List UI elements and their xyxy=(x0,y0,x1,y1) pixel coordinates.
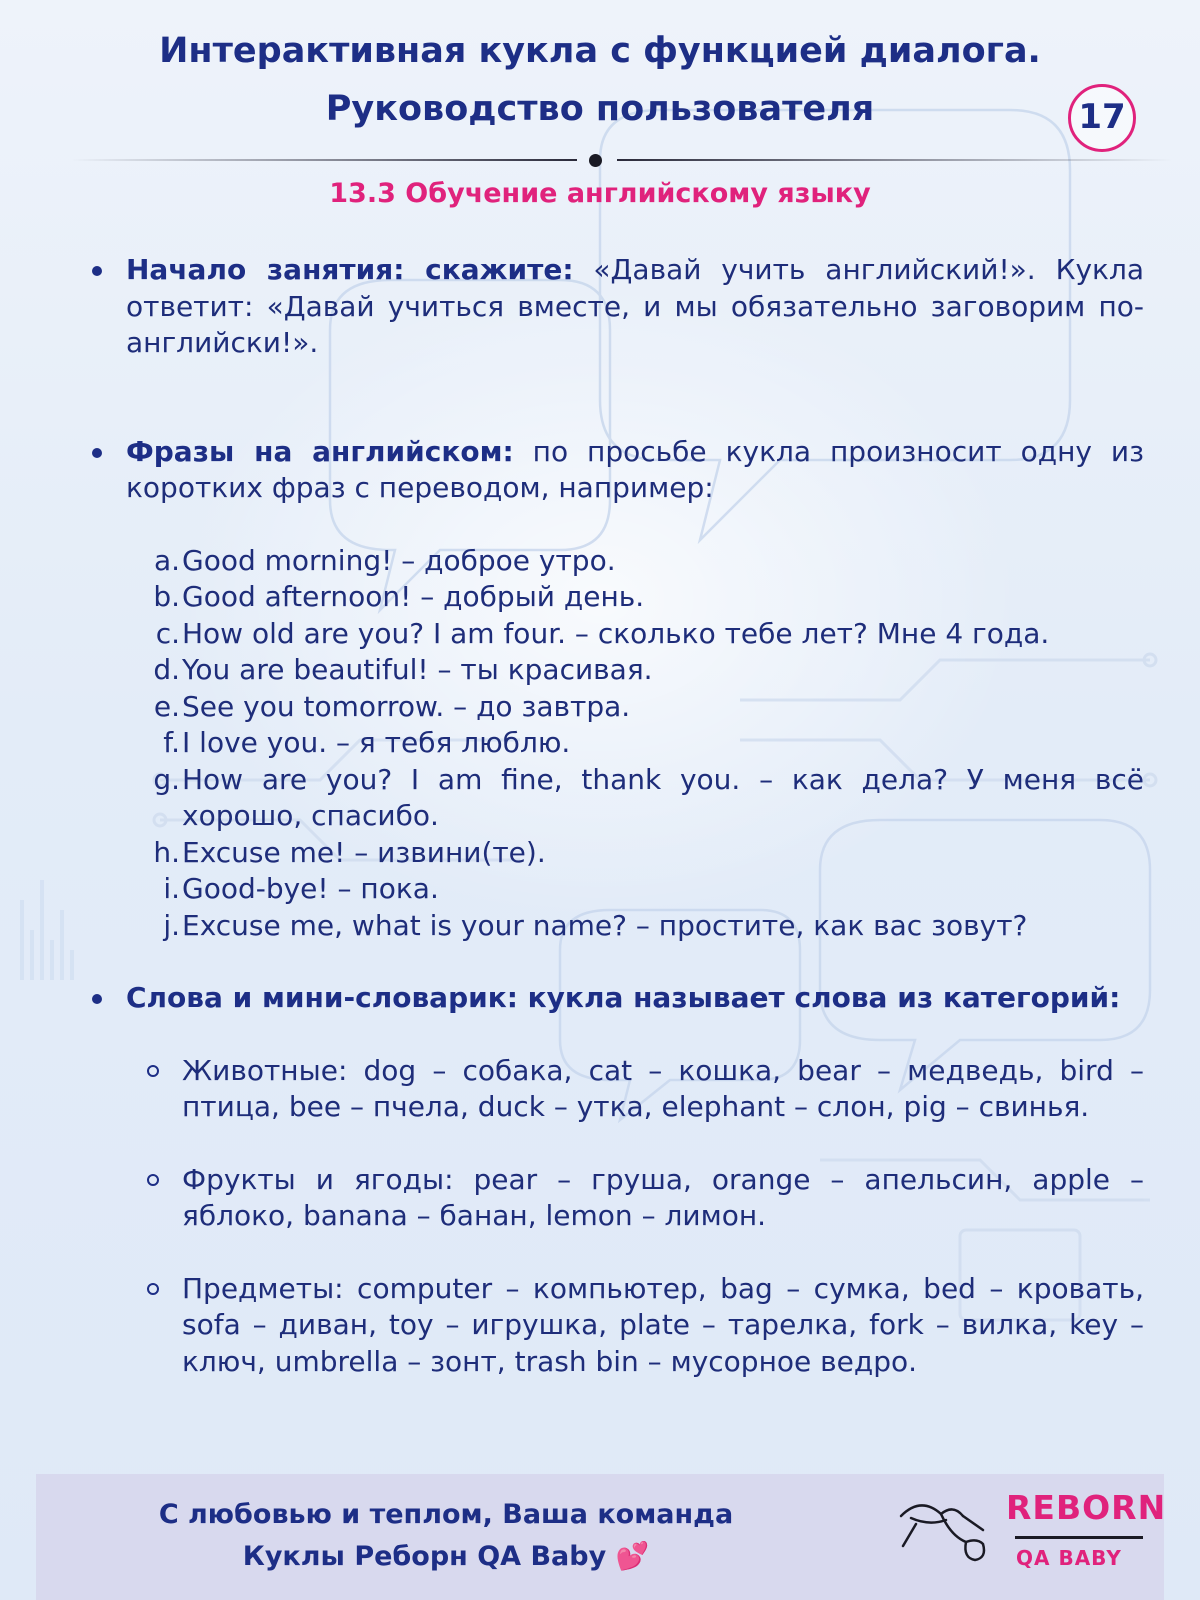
logo-word-reborn: REBORN xyxy=(1006,1488,1167,1527)
title-line-1: Интерактивная кукла с функцией диалога. xyxy=(159,31,1041,71)
bullet-english-phrases xyxy=(92,434,1144,507)
list-item: i. Good-bye! – пока. xyxy=(163,872,439,905)
document-title xyxy=(0,22,1200,138)
list-item: e. See you tomorrow. – до завтра. xyxy=(153,689,631,723)
footer-signature xyxy=(36,1494,856,1578)
page-number-badge: 17 xyxy=(1068,84,1136,152)
list-item: a. Good morning! – доброе утро. xyxy=(153,543,616,577)
footer xyxy=(36,1474,1167,1600)
list-item: c. How old are you? I am four. – сколько тебе лет? Мне 4 года. xyxy=(155,616,1050,650)
list-item: b. Good afternoon! – добрый день. xyxy=(153,580,645,613)
bullet-vocabulary xyxy=(92,980,1144,1017)
footer-line-2: Куклы Реборн QA Baby 💕 xyxy=(242,1541,650,1572)
title-line-2: Руководство пользователя xyxy=(325,89,875,129)
phrase-list xyxy=(92,543,1144,945)
divider-dot xyxy=(589,154,602,167)
bullet-lesson-start xyxy=(92,252,1144,362)
logo-word-qa-baby: QA BABY xyxy=(1016,1546,1122,1570)
list-item: j. Excuse me, what is your name? – простите, как вас зовут? xyxy=(163,908,1028,942)
bullet-label: Фразы на английском: xyxy=(126,434,514,468)
list-item: g. How are you? I am fine, thank you. – как дела? У меня всё хорошо, спасибо. xyxy=(153,762,1144,832)
heart-icon: 💕 xyxy=(615,1541,650,1572)
stork-icon xyxy=(891,1486,1001,1566)
brand-logo xyxy=(891,1484,1167,1594)
bullet-text: «Давай учить английский!». Кукла ответит: «Давай учиться вместе, и мы обязательно заговорим по-английски!». xyxy=(126,253,1144,359)
category-objects: Предметы: computer – компьютер, bag – сумка, bed – кровать, sofa – диван, toy – игрушка, plate – тарелка, fork – вилка, key – ключ, umbrella – зонт, trash bin – мусорное ведро. xyxy=(92,1271,1144,1381)
list-item: d. You are beautiful! – ты красивая. xyxy=(153,653,653,686)
category-fruits: Фрукты и ягоды: pear – груша, orange – апельсин, apple – яблоко, banana – банан, lemon – лимон. xyxy=(92,1162,1144,1235)
bullet-label: Начало занятия: скажите: xyxy=(126,253,574,286)
category-animals: Животные: dog – собака, cat – кошка, bear – медведь, bird – птица, bee – пчела, duck – утка, elephant – слон, pig – свинья. xyxy=(92,1053,1144,1126)
footer-line-1: С любовью и теплом, Ваша команда xyxy=(158,1499,734,1530)
section-title: 13.3 Обучение английскому языку xyxy=(329,178,871,209)
bullet-label: Слова и мини-словарик: кукла называет слова из категорий: xyxy=(126,981,1121,1014)
bullet-text: по просьбе кукла произносит одну из коротких фраз с переводом, например: xyxy=(126,434,1144,504)
title-divider xyxy=(72,152,1172,168)
list-item: h. Excuse me! – извини(те). xyxy=(153,835,546,869)
document-body xyxy=(92,252,1144,1380)
list-item: f. I love you. – я тебя люблю. xyxy=(163,726,571,759)
